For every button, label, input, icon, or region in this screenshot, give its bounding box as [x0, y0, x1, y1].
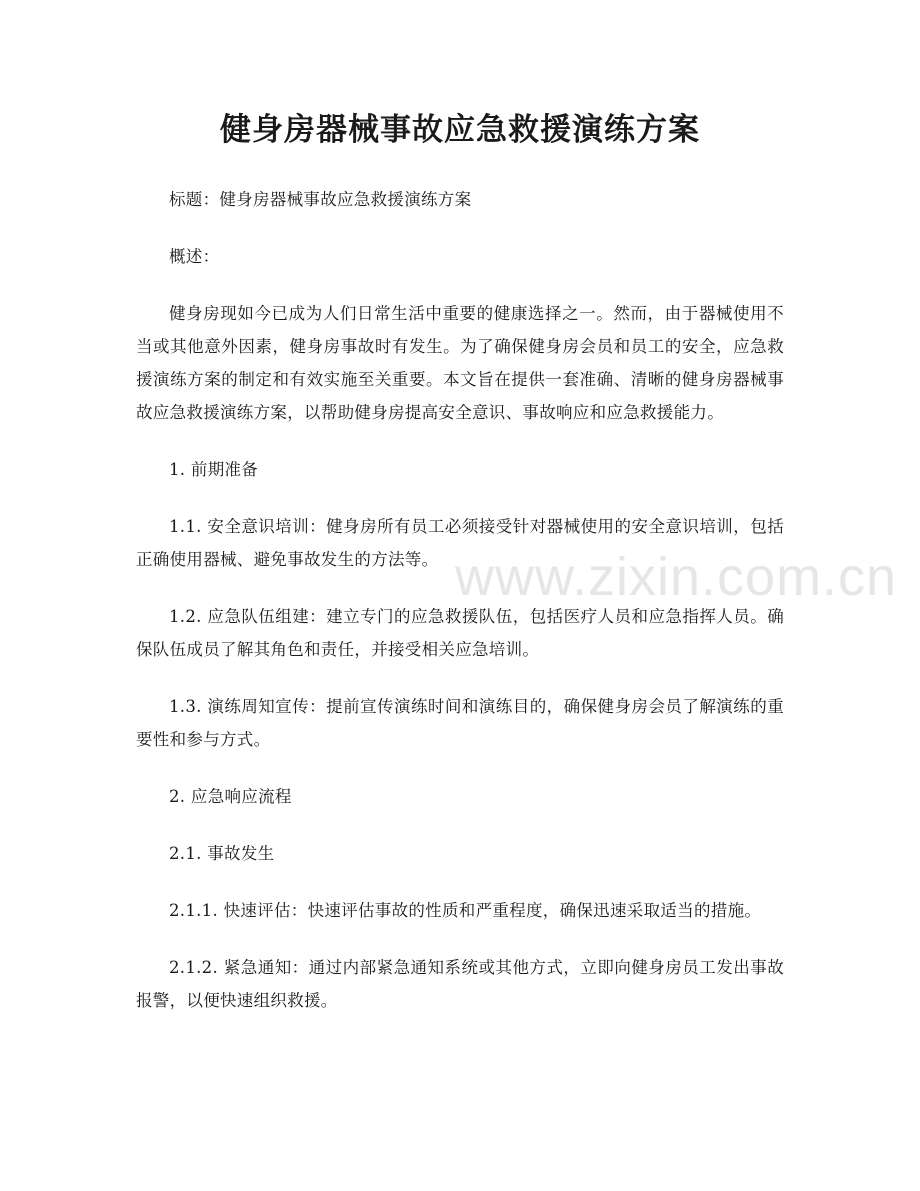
section-heading-response: 2. 应急响应流程 — [169, 787, 292, 806]
subsection-accident: 2.1. 事故发生 — [169, 844, 275, 863]
document-body — [136, 183, 784, 1041]
title-line: 标题：健身房器械事故应急救援演练方案 — [169, 190, 472, 209]
overview-heading: 概述： — [169, 247, 220, 266]
item-emergency-notice: 2.1.2. 紧急通知：通过内部紧急通知系统或其他方式，立即向健身房员工发出事故报警，以便快速组织救援。 — [136, 958, 784, 1010]
watermark: www.zixin.com.cn — [455, 547, 898, 607]
overview-paragraph: 健身房现如今已成为人们日常生活中重要的健康选择之一。然而，由于器械使用不当或其他意外因素，健身房事故时有发生。为了确保健身房会员和员工的安全，应急救援演练方案的制定和有效实施至关重要。本文旨在提供一套准确、清晰的健身房器械事故应急救援演练方案，以帮助健身房提高安全意识、事故响应和应急救援能力。 — [136, 304, 784, 422]
item-safety-training: 1.1. 安全意识培训：健身房所有员工必须接受针对器械使用的安全意识培训，包括正确使用器械、避免事故发生的方法等。 — [136, 517, 784, 569]
section-heading-preparation: 1. 前期准备 — [169, 460, 259, 479]
item-emergency-team: 1.2. 应急队伍组建：建立专门的应急救援队伍，包括医疗人员和应急指挥人员。确保队伍成员了解其角色和责任，并接受相关应急培训。 — [136, 607, 784, 659]
item-drill-publicity: 1.3. 演练周知宣传：提前宣传演练时间和演练目的，确保健身房会员了解演练的重要性和参与方式。 — [136, 697, 784, 749]
document-title: 健身房器械事故应急救援演练方案 — [220, 112, 700, 148]
item-quick-assessment: 2.1.1. 快速评估：快速评估事故的性质和严重程度，确保迅速采取适当的措施。 — [169, 901, 762, 920]
